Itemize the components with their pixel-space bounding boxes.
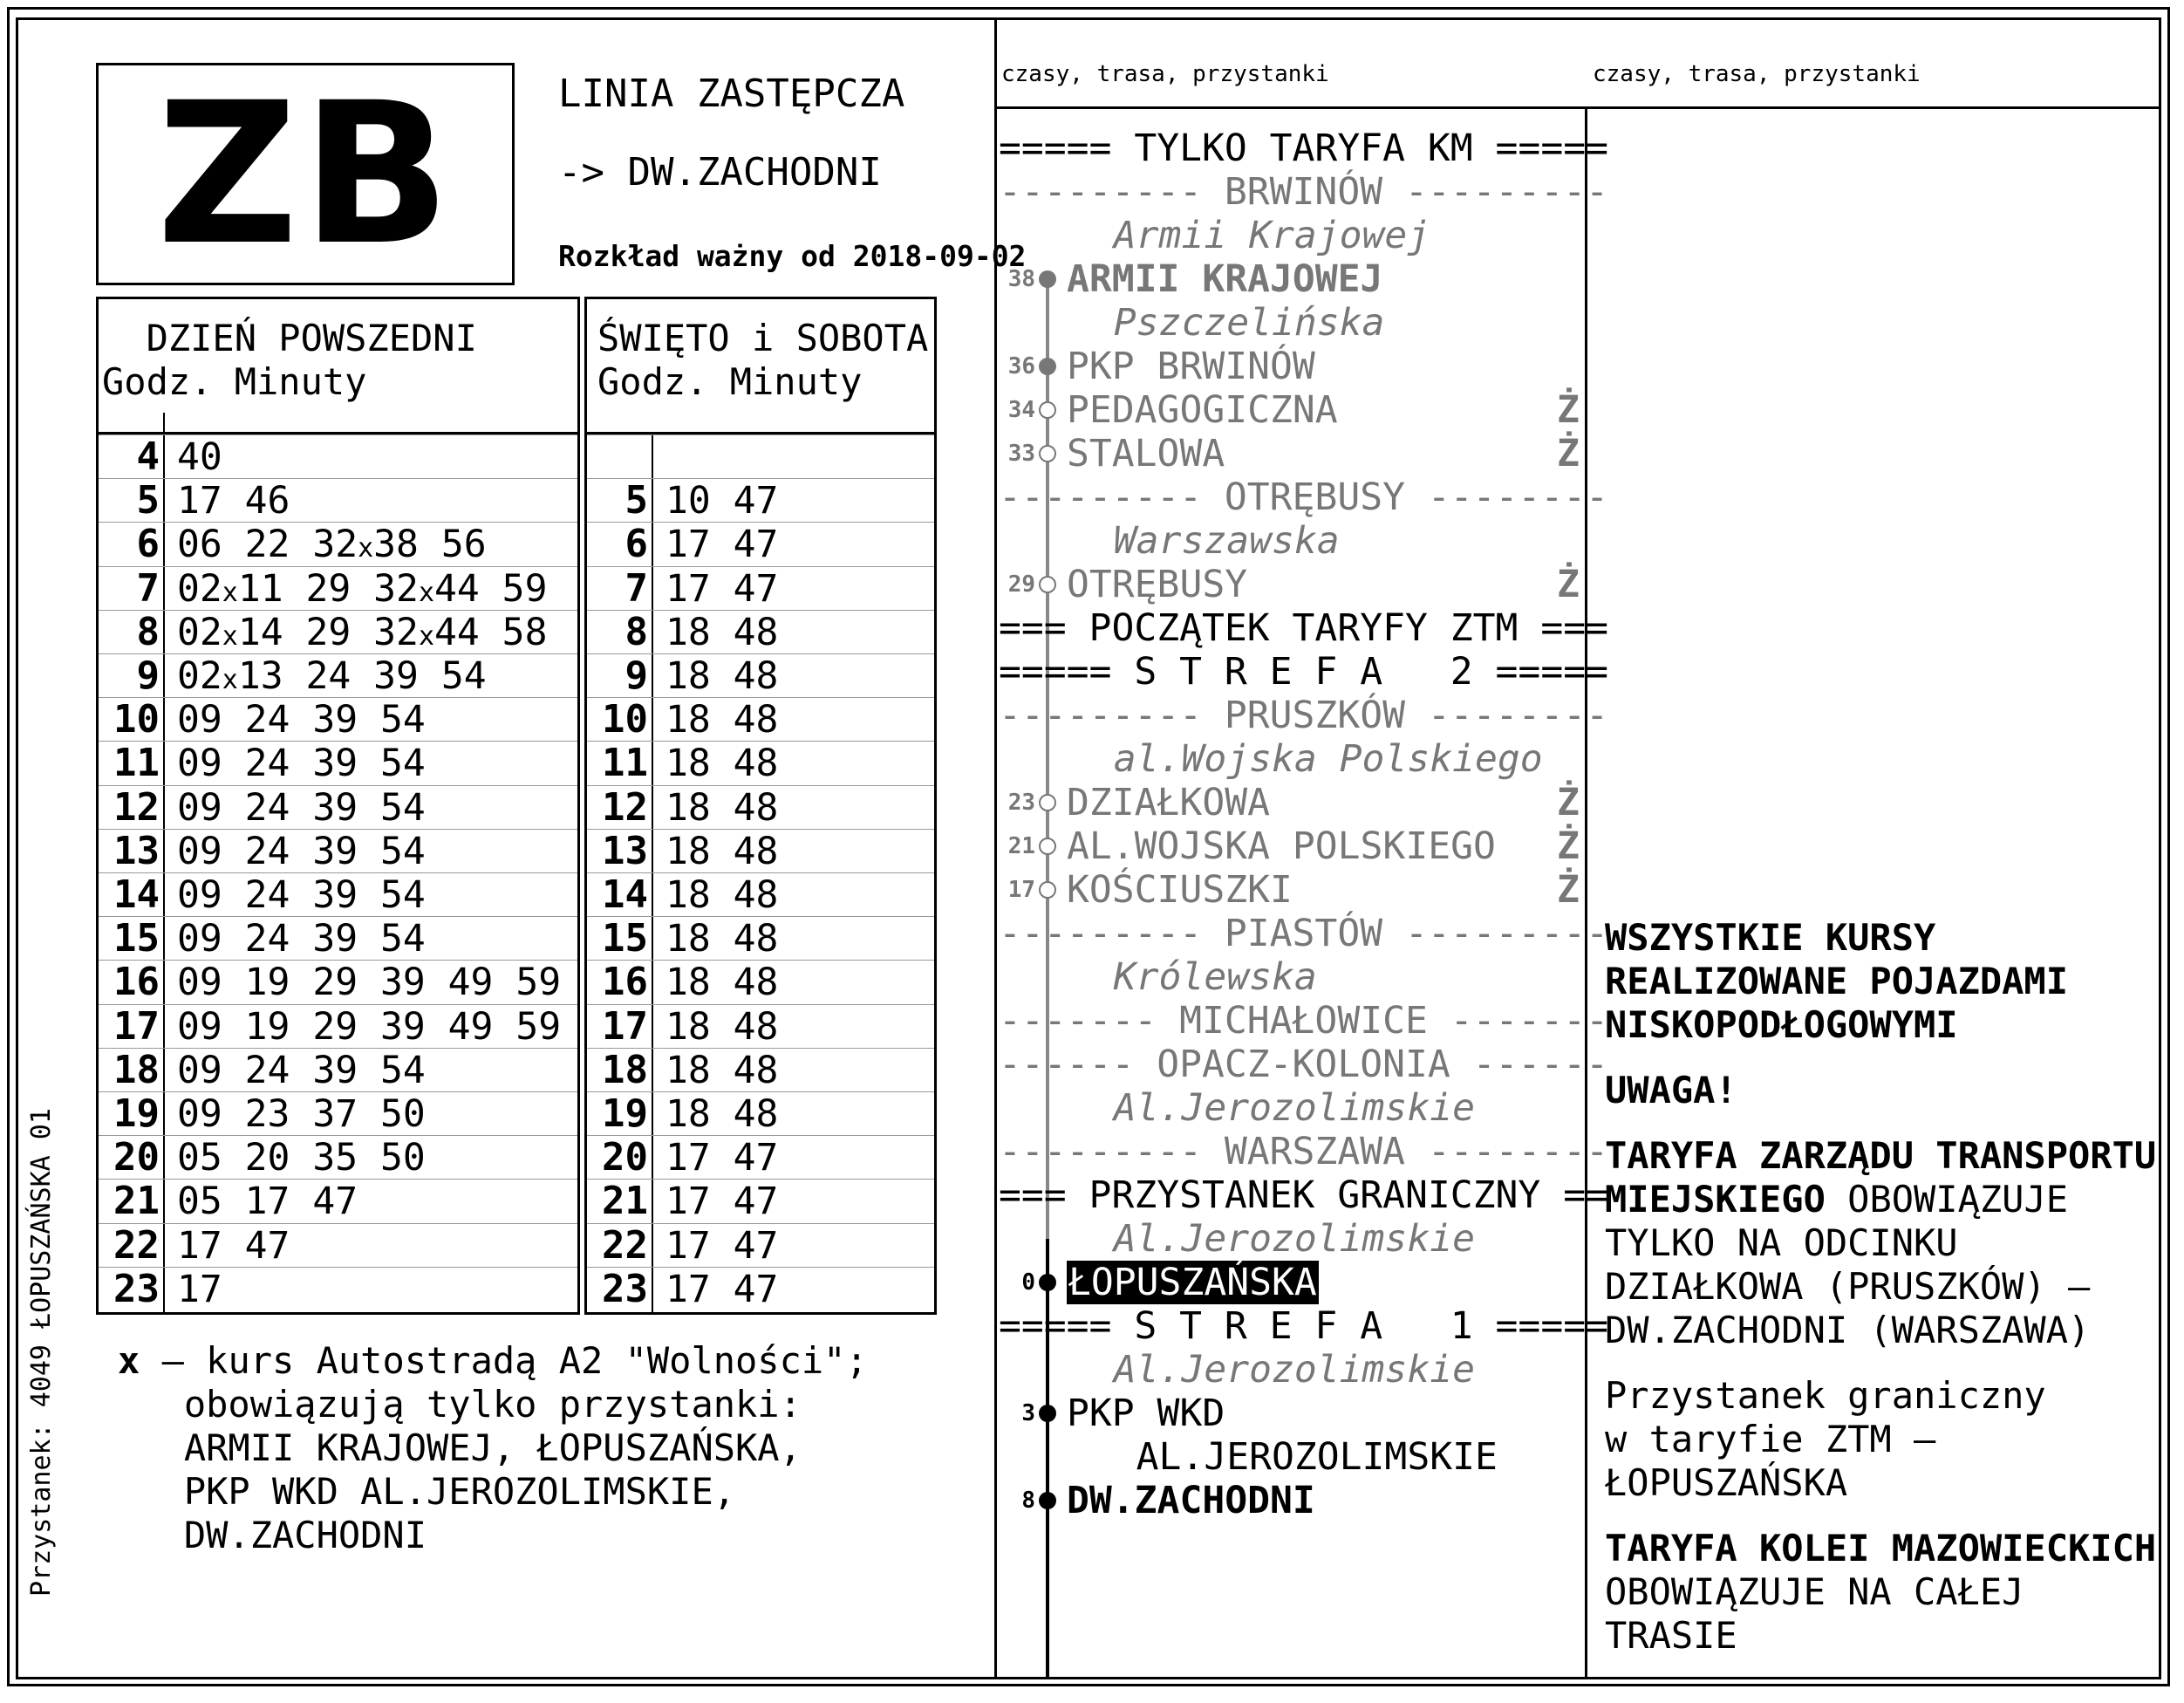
stop-dot-icon	[1039, 1492, 1056, 1509]
line-title: LINIA ZASTĘPCZA	[558, 72, 905, 116]
timetable-row	[587, 434, 934, 478]
zone-separator: --------- PIASTÓW ---------	[999, 912, 1608, 955]
minutes-cell: 02x14 29 32x44 58	[177, 610, 548, 654]
timetable-row	[587, 1048, 934, 1091]
stop-name: STALOWA	[1067, 432, 1225, 475]
hour-cell: 12	[113, 784, 160, 830]
stop-dot-icon	[1039, 794, 1056, 811]
stop-dot-icon	[1039, 401, 1056, 419]
note-bold: WSZYSTKIE KURSY REALIZOWANE POJAZDAMI NISKOPODŁOGOWYMI	[1605, 916, 2069, 1046]
stop-name	[1067, 1261, 1319, 1304]
holiday-header-columns: Godz. Minuty	[597, 360, 863, 403]
timetable-row	[99, 1135, 577, 1179]
stop-dot-icon	[1039, 1274, 1056, 1291]
minutes-cell: 17 47	[665, 1180, 779, 1224]
divider-right	[1585, 106, 1587, 1677]
minutes-cell: 18 48	[665, 742, 779, 786]
holiday-header-title: ŚWIĘTO i SOBOTA	[597, 317, 929, 359]
timetable-row	[587, 1004, 934, 1048]
stop-dot-icon	[1039, 358, 1056, 375]
stop-time: 38	[1007, 266, 1035, 292]
minutes-cell: 09 23 37 50	[177, 1092, 426, 1136]
hour-cell: 9	[136, 653, 160, 698]
valid-from: Rozkład ważny od 2018-09-02	[558, 239, 1027, 273]
timetable-row	[99, 697, 577, 741]
hour-cell: 11	[602, 741, 648, 786]
legend-text: – kurs Autostradą A2 "Wolności"; obowiązują tylko przystanki: ARMII KRAJOWEJ, ŁOPUSZAŃSKA, PKP WKD AL.JEROZOLIMSKIE, DW.ZACHODNI	[161, 1339, 868, 1556]
note-block	[1605, 1134, 2156, 1352]
minutes-cell: 05 20 35 50	[177, 1136, 426, 1180]
minutes-cell: 18 48	[665, 610, 779, 654]
autostrada-mark: x	[358, 533, 374, 564]
note-bold: TARYFA ZARZĄDU TRANSPORTU MIEJSKIEGO	[1605, 1134, 2157, 1221]
timetable-row	[587, 1267, 934, 1310]
hour-cell: 19	[602, 1091, 648, 1136]
timetable-row	[587, 916, 934, 960]
zone-separator: === PRZYSTANEK GRANICZNY ==	[999, 1173, 1608, 1217]
hour-cell: 23	[113, 1266, 160, 1311]
hour-cell: 14	[602, 872, 648, 917]
zone-separator: --------- WARSZAWA --------	[999, 1130, 1608, 1173]
route-stop	[999, 824, 1583, 868]
hour-cell: 19	[113, 1091, 160, 1136]
street-name: Pszczelińska	[1068, 301, 1385, 345]
note-text: OBOWIĄZUJE NA CAŁEJ TRASIE	[1605, 1570, 2024, 1657]
line-number-box	[96, 59, 515, 288]
timetable-row	[587, 522, 934, 565]
minutes-cell: 18 48	[665, 1092, 779, 1136]
current-stop-highlight: ŁOPUSZAŃSKA	[1068, 1261, 1317, 1304]
zone-separator: --------- BRWINÓW ---------	[999, 170, 1608, 214]
note-text: Przystanek graniczny w taryfie ZTM – ŁOPUSZAŃSKA	[1605, 1374, 2046, 1504]
hour-cell: 20	[602, 1135, 648, 1180]
route-stop	[999, 1261, 1583, 1304]
hour-cell: 10	[113, 697, 160, 742]
hour-cell: 17	[602, 1003, 648, 1049]
minutes-cell: 18 48	[665, 829, 779, 873]
timetable-row	[99, 960, 577, 1003]
hour-cell: 17	[113, 1003, 160, 1049]
street-name: Al.Jerozolimskie	[1068, 1348, 1475, 1392]
on-demand-mark: Ż	[1557, 824, 1580, 868]
on-demand-mark: Ż	[1557, 563, 1580, 606]
timetable-row	[99, 916, 577, 960]
minutes-cell: 17 47	[177, 1223, 290, 1268]
hour-cell: 20	[113, 1135, 160, 1180]
timetable-row	[587, 697, 934, 741]
stop-name: PKP WKD	[1067, 1392, 1225, 1435]
minutes-cell: 18 48	[665, 654, 779, 698]
timetable-row	[587, 829, 934, 872]
timetable-row	[587, 960, 934, 1003]
timetable-row	[587, 741, 934, 784]
stop-dot-icon	[1039, 838, 1056, 855]
route-stop	[999, 1392, 1583, 1435]
stop-time: 29	[1007, 571, 1035, 598]
zone-separator: ===== TYLKO TARYFA KM =====	[999, 127, 1608, 170]
minutes-cell: 09 24 39 54	[177, 785, 426, 830]
timetable-row	[587, 566, 934, 610]
minutes-cell: 10 47	[665, 479, 779, 523]
timetable-row	[587, 610, 934, 653]
minutes-cell: 17 47	[665, 1223, 779, 1268]
minutes-cell: 17 47	[665, 566, 779, 611]
hour-cell: 15	[602, 916, 648, 961]
stop-name: DW.ZACHODNI	[1067, 1479, 1315, 1522]
stop-time: 0	[1021, 1269, 1035, 1296]
minutes-cell: 02x13 24 39 54	[177, 654, 487, 698]
hour-cell: 21	[602, 1179, 648, 1224]
autostrada-mark: x	[222, 665, 238, 695]
hour-cell: 22	[113, 1222, 160, 1268]
street-name: Al.Jerozolimskie	[1068, 1217, 1475, 1261]
route-header-right: czasy, trasa, przystanki	[1593, 61, 1921, 87]
hour-cell: 22	[602, 1222, 648, 1268]
stop-dot-icon	[1039, 1405, 1056, 1422]
stop-name: ARMII KRAJOWEJ	[1067, 257, 1383, 301]
weekday-header-title: DZIEŃ POWSZEDNI	[102, 317, 477, 359]
timetable-row	[99, 1267, 577, 1310]
autostrada-mark: x	[222, 620, 238, 652]
timetable-row	[99, 478, 577, 522]
minutes-cell: 17 47	[665, 1136, 779, 1180]
hour-cell: 10	[602, 697, 648, 742]
street-name: al.Wojska Polskiego	[1068, 737, 1543, 781]
timetable-row	[587, 1091, 934, 1135]
street-name: Warszawska	[1068, 519, 1340, 563]
minutes-cell: 18 48	[665, 917, 779, 961]
on-demand-mark: Ż	[1557, 432, 1580, 475]
hour-cell: 8	[136, 609, 160, 654]
hour-cell: 6	[624, 522, 648, 567]
stop-label: Przystanek: 4049 ŁOPUSZAŃSKA 01	[26, 1108, 57, 1597]
zone-separator: ------ OPACZ-KOLONIA ------	[999, 1043, 1608, 1086]
timetable-row	[587, 478, 934, 522]
hour-cell: 5	[624, 478, 648, 523]
hour-cell: 16	[602, 960, 648, 1005]
minutes-cell: 02x11 29 32x44 59	[177, 566, 548, 611]
legend-mark: x	[118, 1339, 140, 1382]
autostrada-mark: x	[418, 577, 435, 608]
stop-time: 23	[1007, 790, 1035, 816]
minutes-cell: 18 48	[665, 1048, 779, 1092]
stop-name: PKP BRWINÓW	[1067, 345, 1315, 388]
hour-cell: 5	[136, 478, 160, 523]
weekday-header-columns: Godz. Minuty	[102, 360, 367, 403]
hour-cell: 7	[624, 565, 648, 611]
stop-time: 36	[1007, 353, 1035, 380]
street-name: Al.Jerozolimskie	[1068, 1086, 1475, 1130]
stop-name: OTRĘBUSY	[1067, 563, 1248, 606]
timetable-row	[99, 785, 577, 829]
hour-cell: 14	[113, 872, 160, 917]
stop-dot-icon	[1039, 270, 1056, 288]
route-header-line	[994, 106, 2160, 109]
stop-time: 3	[1021, 1400, 1035, 1426]
note-bold: UWAGA!	[1605, 1069, 1737, 1111]
note-text: OBOWIĄZUJE TYLKO NA ODCINKU DZIAŁKOWA (PRUSZKÓW) – DW.ZACHODNI (WARSZAWA)	[1605, 1178, 2091, 1351]
hour-cell: 18	[113, 1047, 160, 1092]
minutes-cell: 09 24 39 54	[177, 873, 426, 917]
hour-cell: 11	[113, 741, 160, 786]
route-stop	[999, 257, 1583, 301]
hour-cell: 6	[136, 522, 160, 567]
hour-cell: 7	[136, 565, 160, 611]
timetable-row	[99, 1091, 577, 1135]
zone-separator: ===== S T R E F A 2 =====	[999, 650, 1608, 694]
stop-name: AL.WOJSKA POLSKIEGO	[1067, 824, 1496, 868]
minutes-cell: 09 24 39 54	[177, 742, 426, 786]
hour-cell: 15	[113, 916, 160, 961]
stop-time: 34	[1007, 397, 1035, 423]
minutes-cell: 18 48	[665, 698, 779, 742]
hour-cell: 4	[136, 434, 160, 479]
minutes-cell: 17 46	[177, 479, 290, 523]
stop-dot-icon	[1039, 881, 1056, 899]
line-number: ZB	[156, 59, 454, 288]
minutes-cell: 40	[177, 435, 222, 479]
stop-name-continuation: AL.JEROZOLIMSKIE	[1068, 1435, 1498, 1479]
hour-cell: 9	[624, 653, 648, 698]
zone-separator: ===== S T R E F A 1 =====	[999, 1304, 1608, 1348]
stop-time: 8	[1021, 1488, 1035, 1514]
zone-separator: === POCZĄTEK TARYFY ZTM ===	[999, 606, 1608, 650]
zone-separator: --------- OTRĘBUSY --------	[999, 475, 1608, 519]
minutes-cell: 09 24 39 54	[177, 1048, 426, 1092]
on-demand-mark: Ż	[1557, 781, 1580, 824]
timetable-row	[587, 1223, 934, 1267]
timetable-row	[99, 829, 577, 872]
note-block	[1605, 1527, 2156, 1658]
route-stop	[999, 781, 1583, 824]
line-direction: -> DW.ZACHODNI	[558, 150, 882, 195]
hour-cell: 18	[602, 1047, 648, 1092]
minutes-cell: 18 48	[665, 1004, 779, 1049]
hour-cell: 8	[624, 609, 648, 654]
timetable-row	[587, 1179, 934, 1222]
minutes-cell: 18 48	[665, 785, 779, 830]
minutes-cell: 09 19 29 39 49 59	[177, 961, 562, 1005]
route-stop	[999, 388, 1583, 432]
route-stop	[999, 345, 1583, 388]
timetable-row	[99, 522, 577, 565]
stop-dot-icon	[1039, 576, 1056, 593]
minutes-cell: 18 48	[665, 873, 779, 917]
on-demand-mark: Ż	[1557, 388, 1580, 432]
note-bold: TARYFA KOLEI MAZOWIECKICH	[1605, 1527, 2157, 1570]
stop-name: KOŚCIUSZKI	[1067, 868, 1293, 912]
note-block	[1605, 916, 2068, 1047]
minutes-cell: 09 24 39 54	[177, 829, 426, 873]
timetable-row	[587, 785, 934, 829]
hour-cell: 13	[113, 828, 160, 873]
minutes-cell: 18 48	[665, 961, 779, 1005]
timetable-row	[99, 1179, 577, 1222]
timetable-row	[99, 610, 577, 653]
timetable-row	[99, 872, 577, 916]
minutes-cell: 09 19 29 39 49 59	[177, 1004, 562, 1049]
zone-separator: ------- MICHAŁOWICE -------	[999, 999, 1608, 1043]
stop-dot-icon	[1039, 445, 1056, 462]
zone-separator: --------- PRUSZKÓW --------	[999, 694, 1608, 737]
weekday-table	[96, 297, 580, 1315]
route-stop	[999, 868, 1583, 912]
hour-cell: 13	[602, 828, 648, 873]
route-stop	[999, 432, 1583, 475]
timetable-row	[99, 434, 577, 478]
note-block	[1605, 1374, 2046, 1505]
minutes-cell: 17	[177, 1267, 222, 1311]
stop-name: DZIAŁKOWA	[1067, 781, 1270, 824]
holiday-table	[584, 297, 937, 1315]
street-name: Królewska	[1068, 955, 1317, 999]
minutes-cell: 17 47	[665, 1267, 779, 1311]
hour-cell: 16	[113, 960, 160, 1005]
autostrada-mark: x	[222, 577, 238, 608]
stop-time: 17	[1007, 877, 1035, 903]
note-block	[1605, 1069, 1737, 1112]
hour-cell: 12	[602, 784, 648, 830]
minutes-cell: 09 24 39 54	[177, 698, 426, 742]
minutes-cell: 17 47	[665, 523, 779, 567]
minutes-cell: 09 24 39 54	[177, 917, 426, 961]
route-stop	[999, 563, 1583, 606]
timetable-row	[99, 566, 577, 610]
timetable-row	[99, 1048, 577, 1091]
timetable-row	[99, 653, 577, 697]
minutes-cell: 06 22 32x38 56	[177, 523, 487, 567]
on-demand-mark: Ż	[1557, 868, 1580, 912]
timetable-row	[587, 1135, 934, 1179]
stop-name: PEDAGOGICZNA	[1067, 388, 1338, 432]
hour-cell: 23	[602, 1266, 648, 1311]
hour-cell: 21	[113, 1179, 160, 1224]
route-stop	[999, 1479, 1583, 1522]
timetable-row	[587, 653, 934, 697]
minutes-cell: 05 17 47	[177, 1180, 358, 1224]
timetable-row	[587, 872, 934, 916]
route-header-left: czasy, trasa, przystanki	[1001, 61, 1329, 87]
timetable-row	[99, 1004, 577, 1048]
timetable-row	[99, 1223, 577, 1267]
autostrada-mark: x	[418, 620, 435, 652]
stop-time: 21	[1007, 833, 1035, 859]
legend	[118, 1339, 868, 1557]
stop-time: 33	[1007, 441, 1035, 467]
street-name: Armii Krajowej	[1068, 214, 1430, 257]
timetable-row	[99, 741, 577, 784]
